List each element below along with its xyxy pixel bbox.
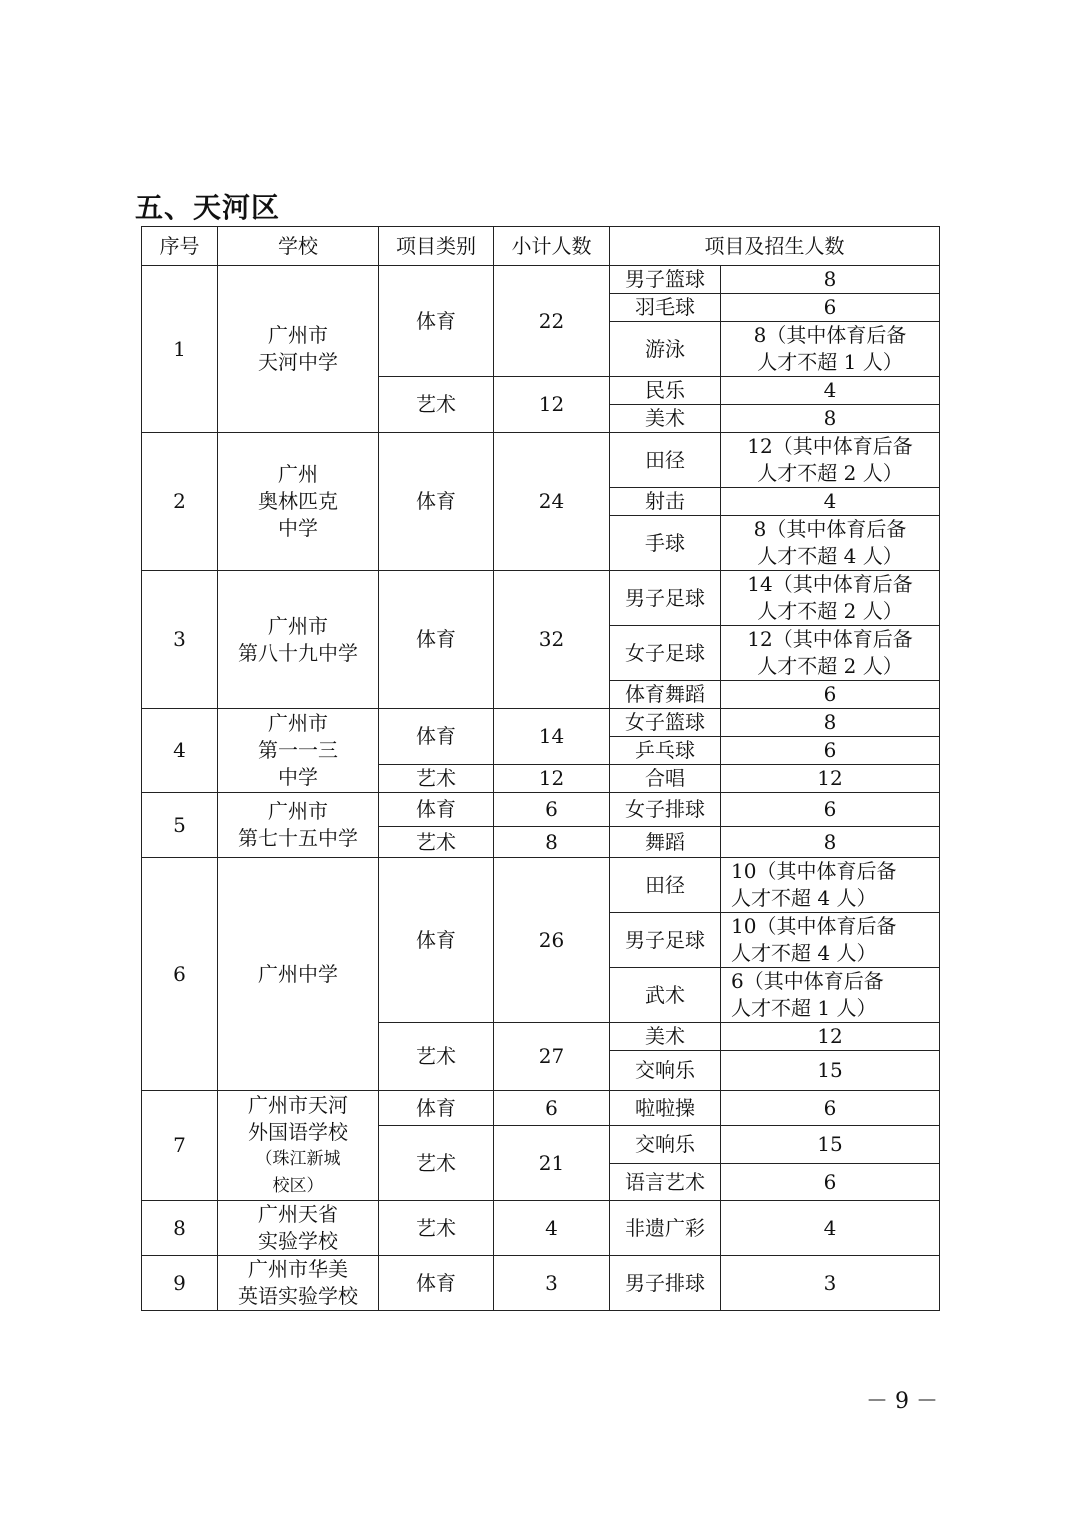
count-cell: 4 [721,1201,940,1256]
subtotal-cell: 32 [494,571,610,709]
category-cell: 体育 [379,571,494,709]
subtotal-cell: 27 [494,1023,610,1091]
item-cell: 游泳 [610,322,721,377]
count-cell: 6 [721,1091,940,1126]
item-cell: 美术 [610,405,721,433]
count-cell: 12 [721,765,940,793]
table-row [142,1201,940,1256]
school-cell: 广州 奥林匹克 中学 [218,433,379,571]
count-cell: 8 [721,266,940,294]
item-cell: 射击 [610,488,721,516]
header-category: 项目类别 [379,227,494,266]
item-cell: 男子足球 [610,571,721,626]
item-cell: 男子排球 [610,1256,721,1311]
count-cell: 6 [721,737,940,765]
category-cell: 体育 [379,1091,494,1126]
school-cell: 广州市华美 英语实验学校 [218,1256,379,1311]
subtotal-cell: 4 [494,1201,610,1256]
category-cell: 艺术 [379,377,494,433]
subtotal-cell: 26 [494,858,610,1023]
seq-cell: 2 [142,433,218,571]
table-row [142,571,940,626]
category-cell: 艺术 [379,1023,494,1091]
count-cell: 6 [721,1164,940,1201]
table-row [142,1091,940,1126]
seq-cell: 1 [142,266,218,433]
item-cell: 交响乐 [610,1126,721,1164]
school-cell: 广州市天河 外国语学校 （珠江新城 校区） [218,1091,379,1201]
subtotal-cell: 6 [494,793,610,827]
category-cell: 体育 [379,1256,494,1311]
item-cell: 田径 [610,433,721,488]
school-cell: 广州市 第一一三 中学 [218,709,379,793]
item-cell: 合唱 [610,765,721,793]
seq-cell: 6 [142,858,218,1091]
table-header-row [142,227,940,266]
table-row [142,433,940,488]
count-cell: 12（其中体育后备 人才不超 2 人） [721,433,940,488]
item-cell: 民乐 [610,377,721,405]
category-cell: 体育 [379,793,494,827]
category-cell: 体育 [379,433,494,571]
item-cell: 女子篮球 [610,709,721,737]
item-cell: 手球 [610,516,721,571]
count-cell: 15 [721,1126,940,1164]
seq-cell: 5 [142,793,218,858]
item-cell: 舞蹈 [610,827,721,858]
seq-cell: 7 [142,1091,218,1201]
seq-cell: 8 [142,1201,218,1256]
page-number: － 9 － [866,1389,938,1414]
subtotal-cell: 12 [494,377,610,433]
count-cell: 14（其中体育后备 人才不超 2 人） [721,571,940,626]
subtotal-cell: 22 [494,266,610,377]
count-cell: 10（其中体育后备 人才不超 4 人） [721,913,940,968]
school-cell: 广州天省 实验学校 [218,1201,379,1256]
enrollment-table [141,226,940,1311]
item-cell: 女子足球 [610,626,721,681]
subtotal-cell: 14 [494,709,610,765]
header-subtotal: 小计人数 [494,227,610,266]
table-row [142,709,940,737]
category-cell: 艺术 [379,1201,494,1256]
count-cell: 3 [721,1256,940,1311]
count-cell: 8 [721,709,940,737]
category-cell: 艺术 [379,765,494,793]
subtotal-cell: 21 [494,1126,610,1201]
category-cell: 艺术 [379,827,494,858]
category-cell: 体育 [379,858,494,1023]
count-cell: 4 [721,377,940,405]
school-cell: 广州市 第七十五中学 [218,793,379,858]
subtotal-cell: 3 [494,1256,610,1311]
count-cell: 8（其中体育后备 人才不超 1 人） [721,322,940,377]
item-cell: 女子排球 [610,793,721,827]
count-cell: 8 [721,405,940,433]
table-row [142,793,940,827]
subtotal-cell: 8 [494,827,610,858]
item-cell: 男子篮球 [610,266,721,294]
header-seq: 序号 [142,227,218,266]
count-cell: 4 [721,488,940,516]
count-cell: 8（其中体育后备 人才不超 4 人） [721,516,940,571]
table-row [142,266,940,294]
count-cell: 8 [721,827,940,858]
item-cell: 武术 [610,968,721,1023]
school-cell: 广州中学 [218,858,379,1091]
item-cell: 田径 [610,858,721,913]
count-cell: 6 [721,681,940,709]
subtotal-cell: 12 [494,765,610,793]
item-cell: 啦啦操 [610,1091,721,1126]
count-cell: 12 [721,1023,940,1051]
count-cell: 6（其中体育后备 人才不超 1 人） [721,968,940,1023]
count-cell: 10（其中体育后备 人才不超 4 人） [721,858,940,913]
school-cell: 广州市 第八十九中学 [218,571,379,709]
item-cell: 语言艺术 [610,1164,721,1201]
category-cell: 体育 [379,709,494,765]
header-school: 学校 [218,227,379,266]
category-cell: 体育 [379,266,494,377]
item-cell: 非遗广彩 [610,1201,721,1256]
item-cell: 交响乐 [610,1051,721,1091]
count-cell: 12（其中体育后备 人才不超 2 人） [721,626,940,681]
item-cell: 乒乓球 [610,737,721,765]
table-row [142,1256,940,1311]
seq-cell: 4 [142,709,218,793]
table-row [142,858,940,913]
count-cell: 6 [721,294,940,322]
item-cell: 美术 [610,1023,721,1051]
section-title: 五、天河区 [135,191,281,224]
count-cell: 15 [721,1051,940,1091]
subtotal-cell: 24 [494,433,610,571]
item-cell: 羽毛球 [610,294,721,322]
school-cell: 广州市 天河中学 [218,266,379,433]
count-cell: 6 [721,793,940,827]
item-cell: 体育舞蹈 [610,681,721,709]
category-cell: 艺术 [379,1126,494,1201]
seq-cell: 3 [142,571,218,709]
header-items: 项目及招生人数 [610,227,940,266]
item-cell: 男子足球 [610,913,721,968]
seq-cell: 9 [142,1256,218,1311]
subtotal-cell: 6 [494,1091,610,1126]
